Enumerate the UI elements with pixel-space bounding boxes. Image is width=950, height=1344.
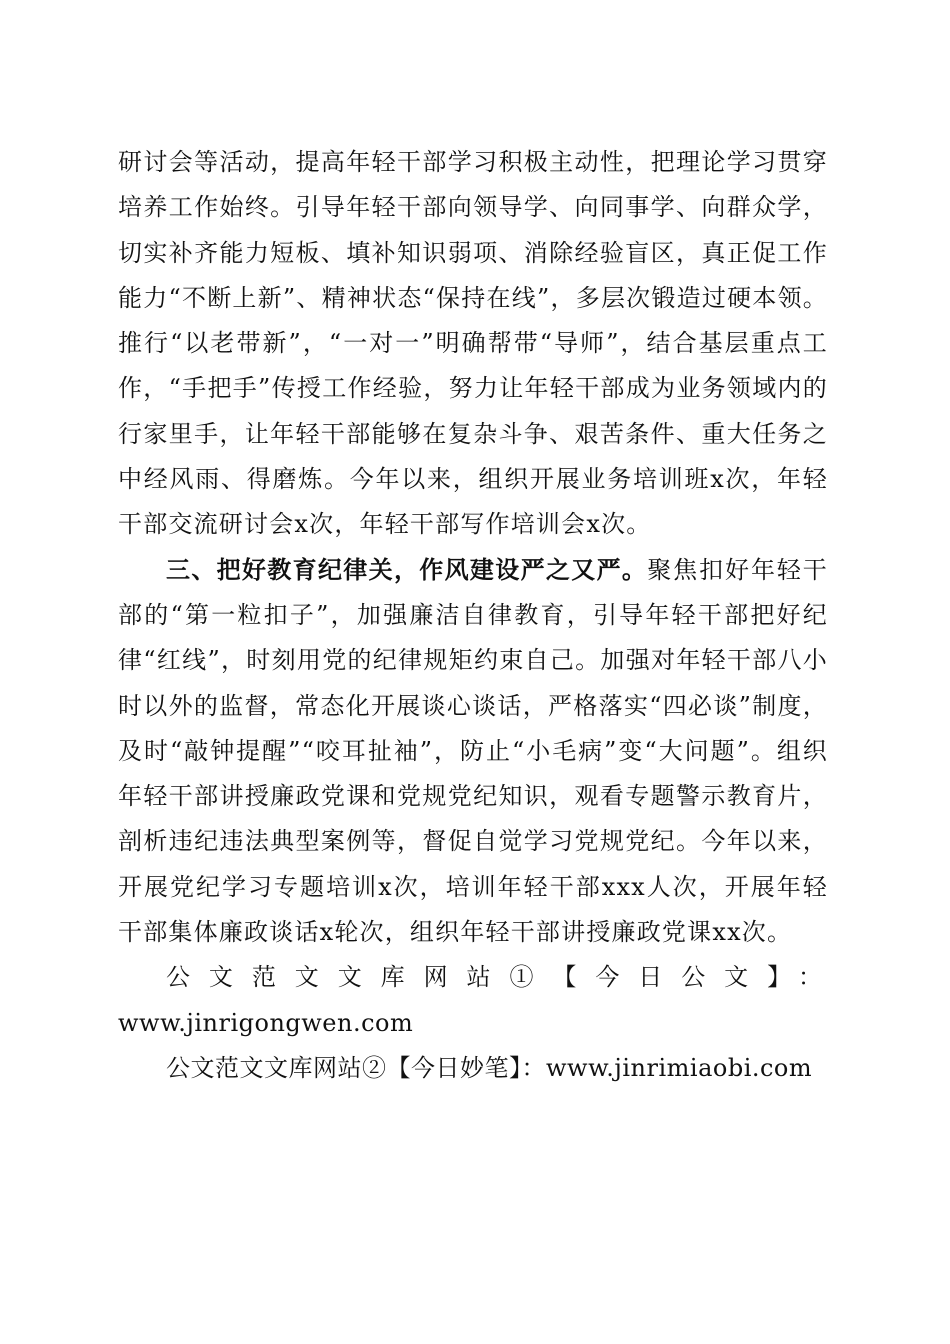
section-3-paragraph bbox=[118, 548, 828, 956]
footer-site-2-label: 公文范文文库网站②【今日妙笔】： bbox=[166, 1053, 546, 1082]
footer-site-2-url[interactable]: www.jinrimiaobi.com bbox=[546, 1053, 813, 1082]
footer-site-2 bbox=[118, 1046, 828, 1091]
section-3-body: 聚焦扣好年轻干部的“第一粒扣子”，加强廉洁自律教育，引导年轻干部把好纪律“红线”，时刻用党的纪律规矩约束自己。加强对年轻干部八小时以外的监督，常态化开展谈心谈话，严格落实“四必谈”制度，及时“敲钟提醒”“咬耳扯袖”，防止“小毛病”变“大问题”。组织年轻干部讲授廉政党课和党规党纪知识，观看专题警示教育片，剖析违纪违法典型案例等，督促自觉学习党规党纪。今年以来，开展党纪学习专题培训x次，培训年轻干部xxx人次，开展年轻干部集体廉政谈话x轮次，组织年轻干部讲授廉政党课xx次。 bbox=[118, 555, 828, 947]
footer-site-1-url-line bbox=[118, 1001, 828, 1046]
paragraph-continued: 研讨会等活动，提高年轻干部学习积极主动性，把理论学习贯穿培养工作始终。引导年轻干部向领导学、向同事学、向群众学，切实补齐能力短板、填补知识弱项、消除经验盲区，真正促工作能力“不断上新”、精神状态“保持在线”，多层次锻造过硬本领。推行“以老带新”，“一对一”明确帮带“导师”，结合基层重点工作，“手把手”传授工作经验，努力让年轻干部成为业务领域内的行家里手，让年轻干部能够在复杂斗争、艰苦条件、重大任务之中经风雨、得磨炼。今年以来，组织开展业务培训班x次，年轻干部交流研讨会x次，年轻干部写作培训会x次。 bbox=[118, 148, 828, 539]
footer-site-1-url[interactable]: www.jinrigongwen.com bbox=[118, 1008, 414, 1037]
footer-site-1-label: 公文范文文库网站①【今日公文】： bbox=[166, 963, 828, 992]
document-page bbox=[118, 140, 828, 1091]
footer-site-1 bbox=[118, 955, 828, 1000]
section-3-heading: 三、把好教育纪律关，作风建设严之又严。 bbox=[166, 555, 648, 584]
